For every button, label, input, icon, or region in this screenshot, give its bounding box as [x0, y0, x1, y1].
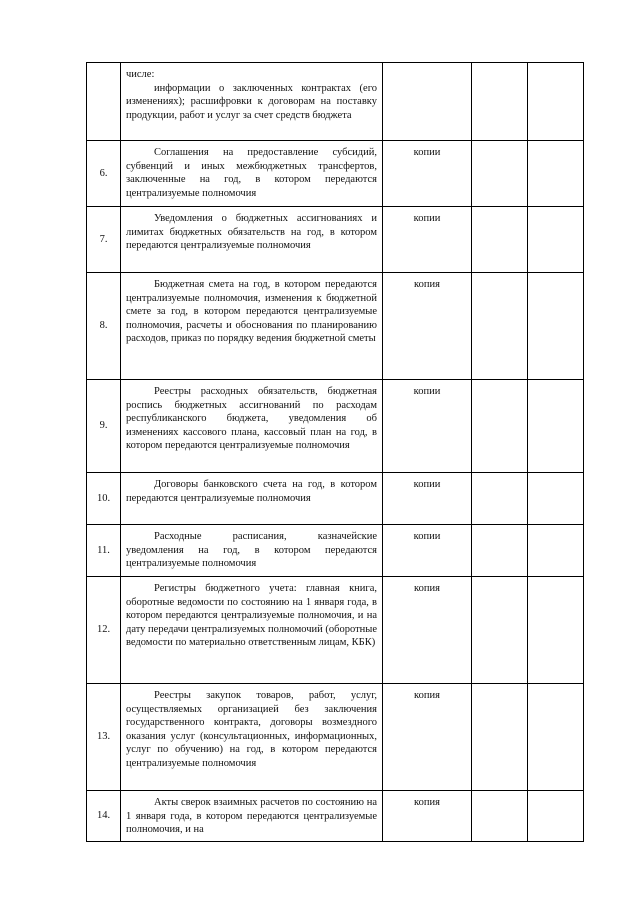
row-number: 9. [87, 380, 121, 473]
row-number: 12. [87, 577, 121, 684]
row-number [87, 63, 121, 141]
description-text: Регистры бюджетного учета: главная книга, оборотные ведомости по состоянию на 1 января года, в котором передаются централизуемые полномочия, и на дату передачи централизуемых полномочий (оборотные ведомости по материально ответственным лицам, КБК) [126, 583, 377, 648]
document-form: копия [383, 273, 472, 380]
description-text: Договоры банковского счета на год, в котором передаются централизуемые полномочия [126, 479, 377, 504]
document-description [121, 207, 383, 273]
empty-cell [472, 577, 528, 684]
empty-cell [472, 791, 528, 842]
empty-cell [528, 273, 584, 380]
document-description [121, 63, 383, 141]
description-text: Реестры расходных обязательств, бюджетная роспись бюджетных ассигнований по расходам республиканского бюджета, уведомления об изменениях кассового плана, кассовый план на год, в котором передаются централизуемые полномочия [126, 386, 377, 451]
document-form: копии [383, 525, 472, 577]
row-number: 8. [87, 273, 121, 380]
empty-cell [528, 525, 584, 577]
description-text: Уведомления о бюджетных ассигнованиях и лимитах бюджетных обязательств на год, в котором передаются централизуемые полномочия [126, 213, 377, 251]
empty-cell [472, 273, 528, 380]
empty-cell [528, 577, 584, 684]
empty-cell [528, 207, 584, 273]
document-description [121, 791, 383, 842]
description-text: информации о заключенных контрактах (его изменениях); расшифровки к договорам на поставку продукции, работ и услуг за счет средств бюджета [126, 82, 377, 121]
table-row [87, 63, 584, 141]
document-description [121, 525, 383, 577]
document-form [383, 63, 472, 141]
document-form: копия [383, 791, 472, 842]
table-row [87, 791, 584, 842]
description-text: Реестры закупок товаров, работ, услуг, осуществляемых организацией без заключения государственного контракта, договоры возмездного оказания услуг (консультационных, информационных, услуг по обучению) на год, в котором передаются централизуемые полномочия [126, 690, 377, 769]
empty-cell [472, 380, 528, 473]
table-row [87, 684, 584, 791]
empty-cell [528, 141, 584, 207]
table-row [87, 207, 584, 273]
row-number: 11. [87, 525, 121, 577]
empty-cell [528, 63, 584, 141]
document-description [121, 473, 383, 525]
document-form: копии [383, 207, 472, 273]
table-row [87, 273, 584, 380]
document-description [121, 684, 383, 791]
description-text: Акты сверок взаимных расчетов по состоянию на 1 января года, в котором передаются централизуемые полномочия, и на [126, 797, 377, 835]
document-description [121, 273, 383, 380]
description-lead: числе: [126, 69, 155, 80]
empty-cell [472, 473, 528, 525]
row-number: 6. [87, 141, 121, 207]
empty-cell [472, 63, 528, 141]
table-row [87, 525, 584, 577]
document-form: копия [383, 684, 472, 791]
document-form: копии [383, 473, 472, 525]
document-form: копии [383, 380, 472, 473]
empty-cell [528, 791, 584, 842]
empty-cell [472, 525, 528, 577]
empty-cell [528, 684, 584, 791]
row-number: 14. [87, 791, 121, 842]
empty-cell [528, 473, 584, 525]
description-text: Бюджетная смета на год, в котором передаются централизуемые полномочия, изменения к бюджетной смете за год, в котором передаются централизуемые полномочия, расчеты и обоснования по планированию расходов, приказ по порядку ведения бюджетной сметы [126, 279, 377, 344]
description-text: Расходные расписания, казначейские уведомления на год, в котором передаются централизуемые полномочия [126, 531, 377, 569]
empty-cell [472, 141, 528, 207]
empty-cell [472, 207, 528, 273]
document-form: копия [383, 577, 472, 684]
document-description [121, 141, 383, 207]
document-description [121, 380, 383, 473]
table-row [87, 141, 584, 207]
empty-cell [528, 380, 584, 473]
document-description [121, 577, 383, 684]
documents-table [86, 62, 584, 842]
row-number: 10. [87, 473, 121, 525]
table-row [87, 380, 584, 473]
empty-cell [472, 684, 528, 791]
description-text: Соглашения на предоставление субсидий, субвенций и иных межбюджетных трансфертов, заключенные на год, в котором передаются централизуемые полномочия [126, 147, 377, 199]
row-number: 13. [87, 684, 121, 791]
row-number: 7. [87, 207, 121, 273]
table-row [87, 577, 584, 684]
document-form: копии [383, 141, 472, 207]
table-row [87, 473, 584, 525]
